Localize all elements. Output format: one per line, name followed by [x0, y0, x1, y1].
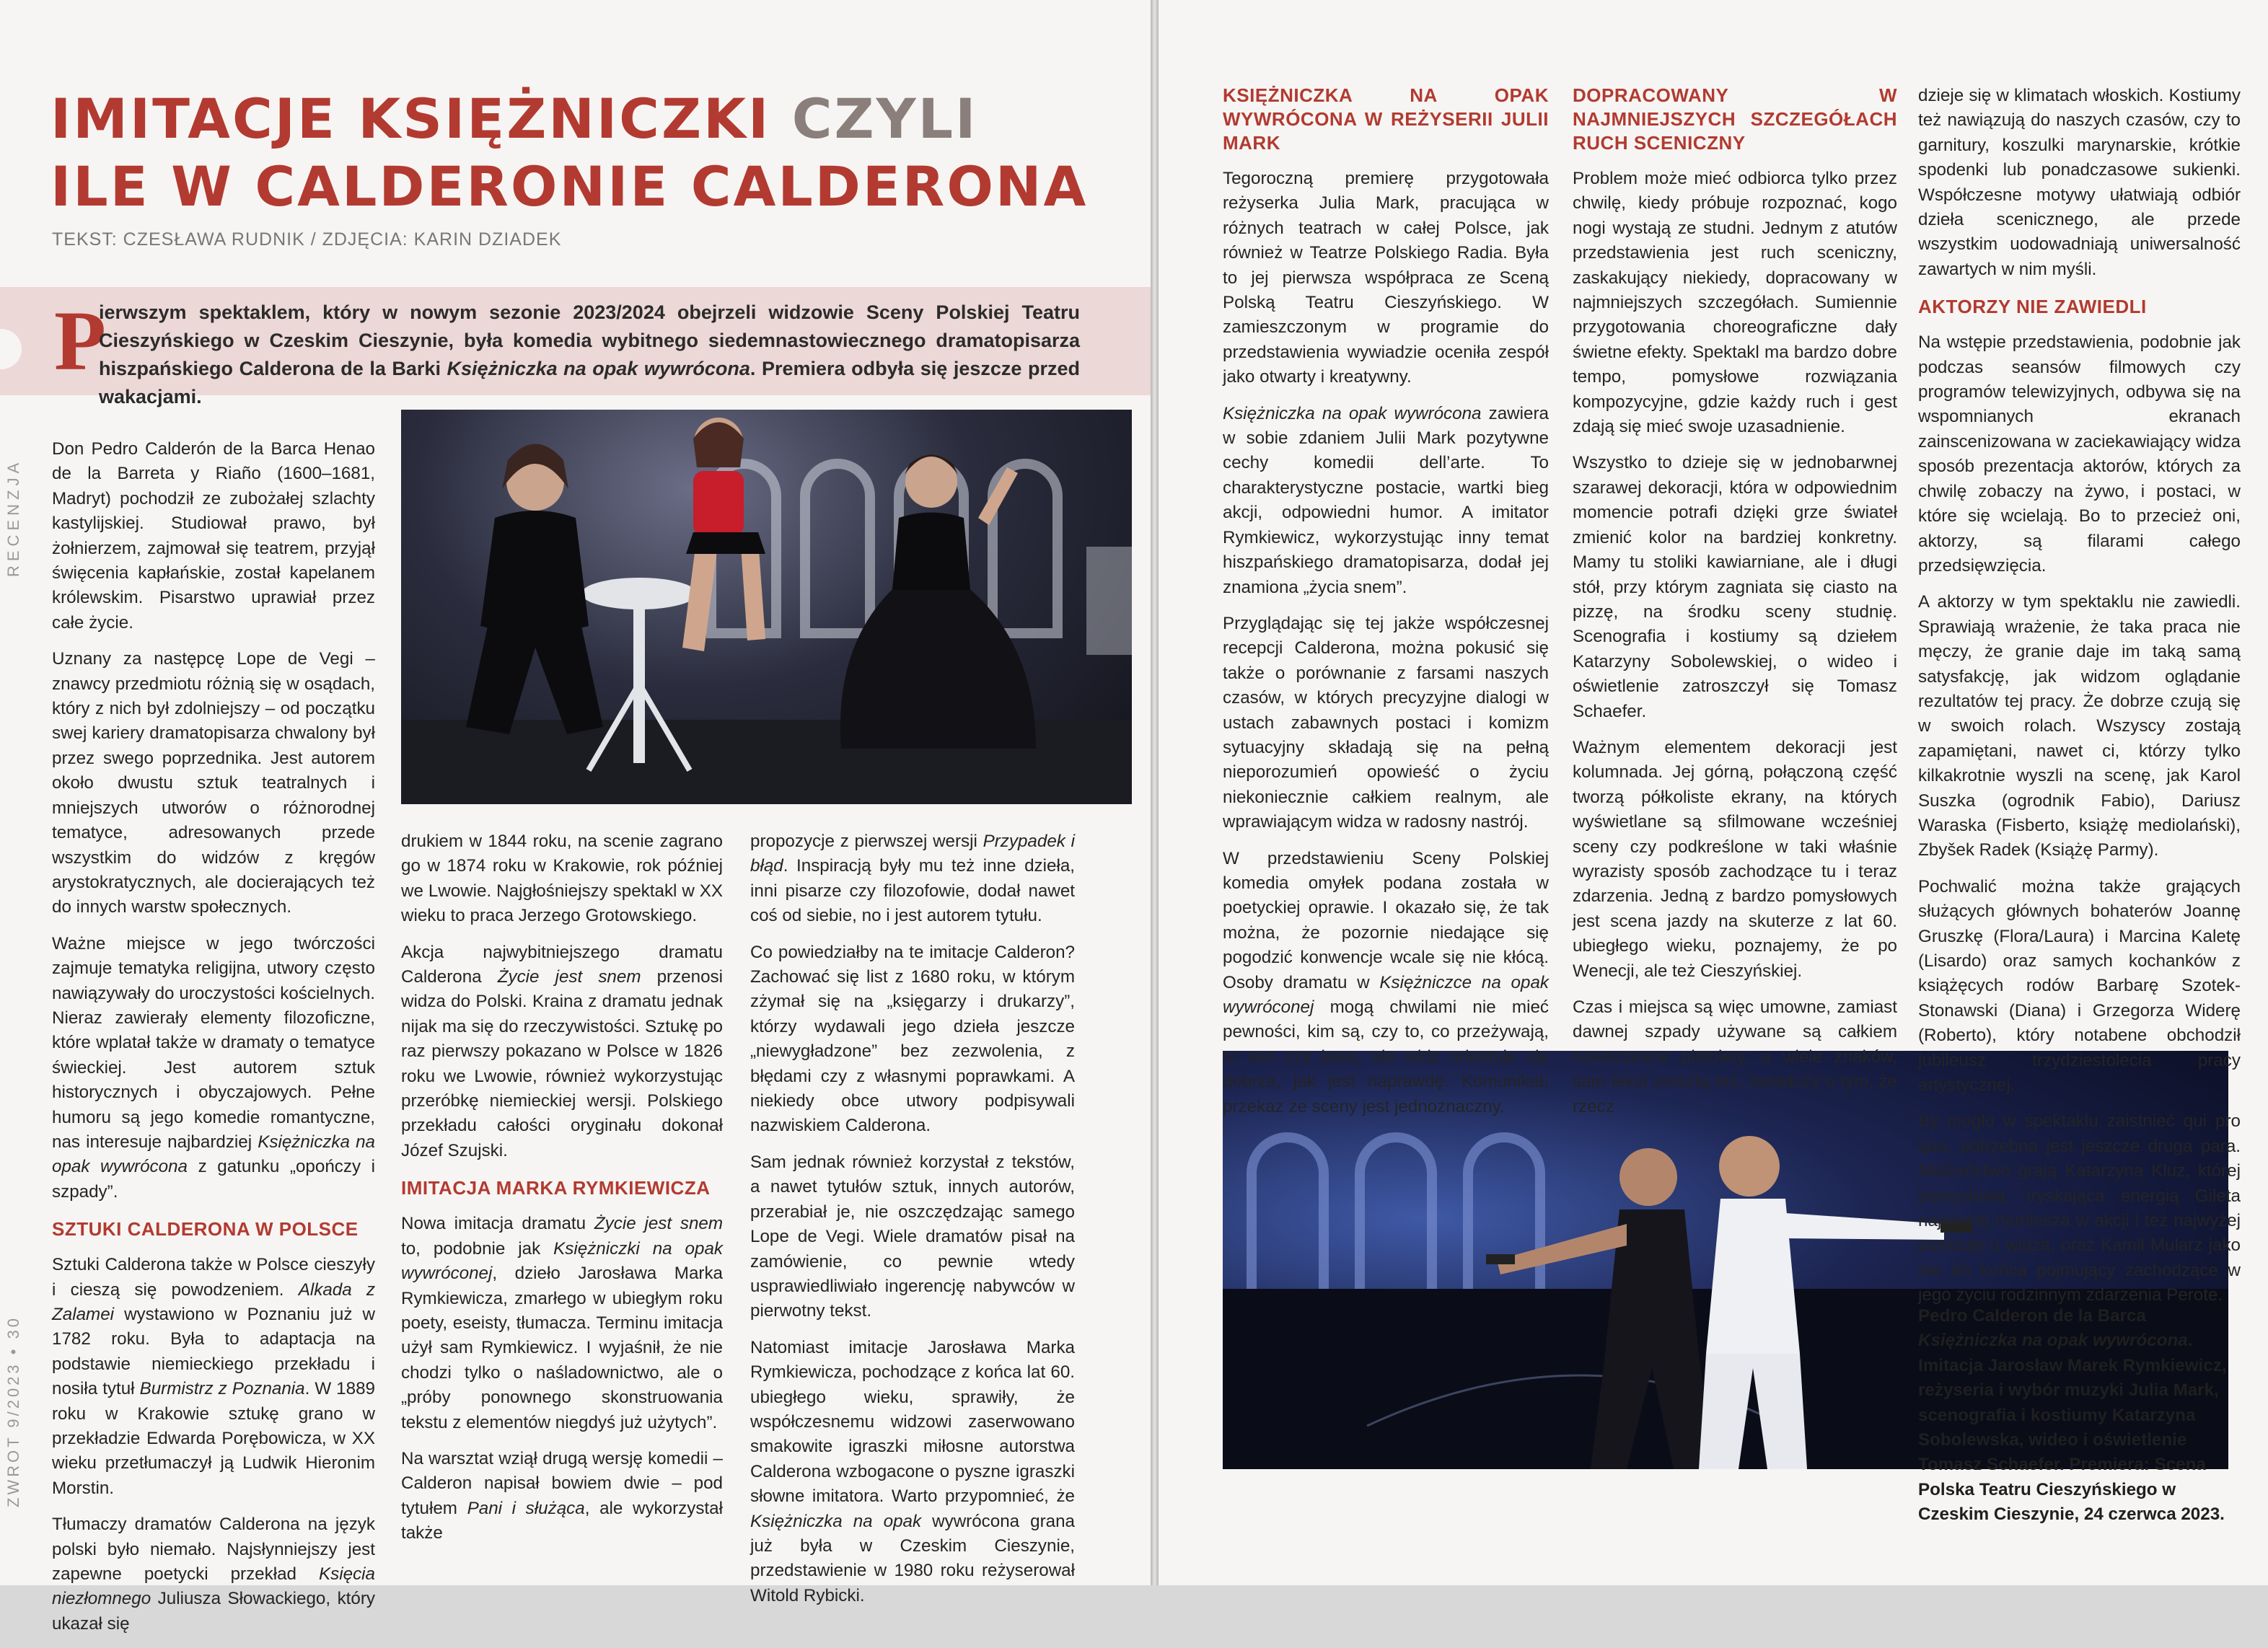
col4-p4-title: Księżniczce na opak wywróconej — [1223, 972, 1549, 1017]
article-column-3 — [750, 829, 1075, 1620]
col2-p3-mid: to, podobnie jak — [401, 1238, 554, 1259]
col3-paragraph-2: Co powiedziałby na te imitacje Calderon? Zachować się list z 1680 roku, w którym zżymał się na „księgarzy i drukarzy”, którzy wydawali jego dzieła jeszcze „niewygładzone” bez zezwolenia, z błędami czy z własnymi poprawkami. A niekiedy obce utwory podpisywali nazwiskiem Calderona. — [750, 942, 1075, 1136]
col3-p4-end: wywrócona grana już była w Czeskim Cieszynie, przedstawienie w 1980 roku reżyserował Witold Rybicki. — [750, 1511, 1075, 1605]
lead-text-end: . Premiera odbyła się jeszcze przed wakacjami. — [99, 358, 1080, 407]
col4-p4-start: W przedstawieniu Sceny Polskiej komedia omyłek podana została w poetyckiej oprawie. I okazało się, że tak można, że pozornie niedające się pogodzić konwencje wcale się nie kłócą. Osoby dramatu w — [1223, 848, 1549, 992]
col1-p3-title: Księżniczka na opak wywrócona — [52, 1132, 375, 1177]
col2-paragraph-1: drukiem w 1844 roku, na scenie zagrano go w 1874 roku w Krakowie, rok później we Lwowie. Najgłośniejszy spektakl w XX wieku to praca Jerzego Grotowskiego. — [401, 832, 723, 926]
lead-play-title: Księżniczka na opak wywrócona — [447, 358, 750, 379]
photo-caption — [1918, 1304, 2236, 1528]
col1-p5-start: Tłumaczy dramatów Calderona na język polski było niemało. Najsłynniejszy jest zapewne poetycki przekład — [52, 1515, 375, 1585]
col3-p1-end: . Inspiracją były mu też inne dzieła, inni pisarze czy filozofowie, dodał nawet coś od siebie, no i jest autorem tytułu. — [750, 856, 1075, 926]
caption-play-title: Księżniczka na opak wywrócona — [1918, 1331, 2188, 1351]
col6-paragraph-2: Na wstępie przedstawienia, podobnie jak podczas seansów filmowych czy programów telewizyjnych, odbywa się na wspomnianych ekranach zainscenizowana w zaciekawiający widza sposób prezentacja aktorów, których za chwilę zobaczy na żywo, i postaci, w które się wcielają. Bo to przecież oni, aktorzy, są filarami całego przedsięwzięcia. — [1918, 332, 2241, 576]
col3-paragraph-4 — [750, 1336, 1075, 1608]
col1-p4-title-2: Burmistrz z Poznania — [139, 1379, 305, 1399]
section-label: RECENZJA — [4, 458, 22, 577]
col4-paragraph-3: Przyglądając się tej jakże współczesnej recepcji Calderona, można pokusić się także o porównanie z farsami naszych czasów, w których precyzyjne dialogi w ustach zabawnych postaci i komizm sytuacyjny składają się na pełną nieporozumień opowieść o życiu niekoniecznie całkiem realnym, ale wprawiającym widza w radosny nastrój. — [1223, 613, 1549, 832]
col4-p2-end: zawiera w sobie zdaniem Julii Mark pozytywne cechy komedii dell’arte. To charakterystyczne postacie, wartki bieg akcji, odpowiedni humor. A imitator Rymkiewicz, wykorzystując inny temat hiszpańskiego dramatopisarza, dodał jej znamiona „życia snem”. — [1223, 403, 1549, 597]
col1-p4-start: Sztuki Calderona także w Polsce cieszyły i cieszą się powodzeniem. — [52, 1255, 375, 1300]
col4-p2-title: Księżniczka na opak wywrócona — [1223, 403, 1482, 423]
col2-p3-end: , dzieło Jarosława Marka Rymkiewicza, zmarłego w ubiegłym roku poety, eseisty, tłumacza. Terminu imitacja użył sam Rymkiewicz. I wyjaśnił, że nie chodzi tylko o naśladownictwo, ale o „próby ponownego skonstruowania tekstu z elementów niegdyś już użytych”. — [401, 1264, 723, 1432]
lead-text-start: ierwszym spektaklem, który w nowym sezonie 2023/2024 obejrzeli widzowie Sceny Polskiej Teatru Cieszyńskiego w Czeskim Cieszynie, była komedia wybitnego siedemnastowiecznego dramatopisarza hiszpańskiego Calderona de la Barki — [99, 301, 1080, 379]
col2-p2-title: Życie jest snem — [497, 967, 641, 987]
col2-paragraph-3 — [401, 1212, 723, 1435]
title-part-1: IMITACJE KSIĘŻNICZKI — [50, 87, 771, 151]
heading-aktorzy-nie-zawiedli: AKTORZY NIE ZAWIEDLI — [1918, 296, 2147, 318]
col1-p3-end: z gatunku „opończy i szpady”. — [52, 1157, 375, 1202]
col3-p1-start: propozycje z pierwszej wersji — [750, 832, 983, 851]
article-column-6 — [1918, 84, 2241, 1320]
col1-paragraph-2: Uznany za następcę Lope de Vegi – znawcy przedmiotu różnią się w osądach, który z nich był zdolniejszy – od początku swej kariery dramatopisarza chwalony był przez swego poprzednika. Jest autorem około dwustu sztuk teatralnych i mniejszych utworów o różnorodnej tematyce, adresowanych przede wszystkim do widzów z kręgów arystokratycznych, ale docierających też do innych warstw społecznych. — [52, 649, 375, 917]
col3-p1-title: Przypadek i błąd — [750, 832, 1075, 876]
col6-paragraph-5: By mogło w spektaklu zaistnieć qui pro quo, potrzebna jest jeszcze druga para. Małżeństwo grają Katarzyna Kluz, której pomysłowa, tryskająca energią Gileta najwięcej namiesza w akcji i też najwyżej punktuje u widza, oraz Kamil Mularz jako nie do końca pojmujący zachodzące w jego życiu rodzinnym zdarzenia Perote. — [1918, 1111, 2241, 1305]
article-column-2 — [401, 829, 723, 1558]
col1-p4-mid: wystawiono w Poznaniu już w 1782 roku. Była to adaptacja na podstawie niemieckiego przekładu i nosiła tytuł — [52, 1305, 375, 1399]
col1-p4-end: . W 1889 roku w Krakowie sztukę grano w przekładzie Edwarda Porębowicza, w XX wieku przetłumaczył ją Ludwik Hieronim Morstin. — [52, 1379, 375, 1498]
col1-p5-end: Juliusza Słowackiego, który ukazał się — [52, 1589, 375, 1634]
page-spine — [1151, 0, 1159, 1585]
col6-paragraph-1: dzieje się w klimatach włoskich. Kostiumy też nawiązują do naszych czasów, czy to garnitury, koszulki marynarskie, krótkie spodenki lub ponadczasowe sukienki. Współczesne motywy ułatwiają odbiór dzieła scenicznego, ale przede wszystkim uodowadniają uniwersalność zawartych w nim myśli. — [1918, 86, 2241, 279]
stage-photo-three-actresses — [401, 410, 1132, 804]
col4-paragraph-1: Tegoroczną premierę przygotowała reżyserka Julia Mark, pracująca w różnych teatrach w całej Polsce, jak również w Teatrze Polskiego Radia. Była to jej pierwsza współpraca ze Sceną Polską Teatru Cieszyńskiego. W zamieszczonym w programie do przedstawienia wywiadzie oceniła zespół jako otwarty i kreatywny. — [1223, 169, 1549, 387]
col6-paragraph-4: Pochwalić można także grających służących głównych bohaterów Joannę Gruszkę (Flora/Laura) i Marcina Kaletę (Lisardo) oraz samych kochanków z książęcych rodów Barbarę Szotek-Stonawski (Diana) i Grzegorza Widerę (Roberto), który notabene obchodził jubileusz trzydziestolecia pracy artystycznej. — [1918, 876, 2241, 1096]
col2-p4-start: Na warsztat wziął drugą wersję komedii – Calderon napisał bowiem dwie – pod tytułem — [401, 1448, 723, 1518]
col1-p5-title: Księcia niezłomnego — [52, 1564, 375, 1609]
stage-photo-illustration — [401, 410, 1132, 804]
col4-p4-end: mogą chwilami nie mieć pewności, kim są, czy to, co przeżywają, to sen czy jawa, ale widz orientuje się dobrze, jak jest naprawdę. Komunikat, przekaz ze sceny jest jednoznaczny. — [1223, 997, 1549, 1116]
title-part-3: ILE W CALDERONIE CALDERONA — [50, 154, 1089, 219]
col1-p4-title-1: Alkada z Zalamei — [52, 1279, 375, 1324]
article-title — [50, 85, 1133, 221]
col6-paragraph-3: A aktorzy w tym spektaklu nie zawiedli. Sprawiają wrażenie, że taka praca nie męczy, że granie daje im taką samą satysfakcję, jak widzom oglądanie rezultatów tej pracy. Że dobrze czują się w swoich rolach. Wszyscy zostają zapamiętani, nawet ci, którzy tylko kilkakrotnie wyszli na scenę, jak Karol Suszka (ogrodnik Fabio), Dariusz Waraska (Fisberto, książę mediolański), Zbyšek Radek (Książę Parmy). — [1918, 592, 2241, 860]
col2-p2-start: Akcja najwybitniejszego dramatu Calderona — [401, 942, 723, 987]
col2-paragraph-4 — [401, 1447, 723, 1546]
title-part-2: CZYLI — [791, 87, 978, 151]
col2-paragraph-2 — [401, 940, 723, 1164]
col2-p4-end: , ale wykorzystał także — [401, 1498, 723, 1543]
col5-paragraph-3: Ważnym elementem dekoracji jest kolumnada. Jej górną, połączoną część tworzą półkoliste ekrany, na których wyświetlane są sfilmowane wcześniej sceny czy podkreślone w taki właśnie wyrazisty sposób zachodzące tu i teraz zdarzenia. Jedną z bardzo pomysłowych jest scena jazdy na skuterze z lat 60. ubiegłego wieku, poznajemy, że po Wenecji, ale też Cieszyńskiej. — [1573, 737, 1897, 981]
col1-paragraph-1: Don Pedro Calderón de la Barca Henao de la Barreta y Riaño (1600–1681, Madryt) pochodził ze zubożałej szlachty kastylijskiej. Studiował prawo, był żołnierzem, zajmował się teatrem, przyjął święcenia kapłańskie, został kapelanem królewskim. Pisarstwo uprawiał przez całe życie. — [52, 439, 375, 633]
col1-paragraph-3 — [52, 932, 375, 1204]
heading-dopracowany-ruch-sceniczny: DOPRACOWANY W NAJMNIEJSZYCH SZCZEGÓŁACH RUCH SCENICZNY — [1573, 84, 1897, 154]
col3-paragraph-3: Sam jednak również korzystał z tekstów, a nawet tytułów sztuk, innych autorów, przerabiał je, nie oszczędzając samego Lope de Vegi. Wiele dramatów pisał na zamówienie, co pewnie wtedy usprawiedliwiało ingerencję nabywców w pierwotny tekst. — [750, 1152, 1075, 1321]
article-column-5 — [1573, 84, 1897, 1131]
col5-paragraph-1: Problem może mieć odbiorca tylko przez chwilę, kiedy próbuje rozpoznać, kogo nogi wystają ze studni. Jednym z atutów przedstawienia jest ruch sceniczny, zaskakujący niekiedy, dopracowany w najmniejszych szczegółach. Sumiennie przygotowania choreograficzne dały świetne efekty. Spektakl ma bardzo dobre tempo, pomysłowe rozwiązania kompozycyjne, gdzie każdy ruch i gest zdają się mieć swoje uzasadnienie. — [1573, 169, 1897, 437]
col4-paragraph-2 — [1223, 402, 1549, 600]
col1-paragraph-5 — [52, 1512, 375, 1636]
lead-paragraph — [99, 299, 1080, 411]
col2-p2-end: przenosi widza do Polski. Kraina z dramatu jednak nijak ma się do rzeczywistości. Sztukę po raz pierwszy pokazano w Polsce w 1826 roku we Lwowie, również wykorzystując przeróbkę niemieckiej wersji. Polskiego przekładu całości oryginału dokonał Józef Szujski. — [401, 967, 723, 1160]
col3-p4-start: Natomiast imitacje Jarosława Marka Rymkiewicza, pochodzące z końca lat 60. ubiegłego wieku, sprawiły, że współczesnemu widzowi zaserwowano smakowite igraszki miłosne autorstwa Calderona wzbogacone o pyszne igraszki słowne imitatora. Warto przypomnieć, że — [750, 1337, 1075, 1507]
caption-end: . Imitacja Jarosław Marek Rymkiewicz, reżyseria i wybór muzyki Julia Mark, scenografia i kostiumy Katarzyna Sobolewska, wideo i oświetlenie Tomasz Schaefer. Premiera: Scena Polska Teatru Cieszyńskiego w Czeskim Cieszynie, 24 czerwca 2023. — [1918, 1331, 2227, 1525]
col2-p4-title: Pani i służąca — [467, 1498, 585, 1518]
lead-dropcap: P — [54, 294, 107, 388]
col1-p3-start: Ważne miejsce w jego twórczości zajmuje tematyka religijna, utwory często nawiązywały do uroczystości kościelnych. Nieraz zawierały elementy filozoficzne, które wplatał także w dramaty o tematyce świeckiej. Jest autorem sztuk historycznych i obyczajowych. Pełne humoru są jego komedie romantyczne, nas interesuje najbardziej — [52, 933, 375, 1152]
heading-ksiezniczka-w-rezyserii: KSIĘŻNICZKA NA OPAK WYWRÓCONA W REŻYSERII JULII MARK — [1223, 84, 1549, 154]
article-column-4 — [1223, 84, 1549, 1131]
byline: TEKST: CZESŁAWA RUDNIK / ZDJĘCIA: KARIN DZIADEK — [52, 229, 562, 250]
col2-p3-start: Nowa imitacja dramatu — [401, 1214, 594, 1234]
article-column-1 — [52, 437, 375, 1648]
col2-p3-title-2: Księżniczki na opak wywróconej — [401, 1238, 724, 1284]
col1-paragraph-4 — [52, 1253, 375, 1501]
col3-paragraph-1 — [750, 829, 1075, 929]
col2-p3-title-1: Życie jest snem — [594, 1214, 724, 1234]
col5-paragraph-4: Czas i miejsca są więc umowne, zamiast dawnej szpady używane są całkiem nowoczesne pistolety, a wiele znaków, sam tekst zresztą też, świadczy o tym, że rzecz — [1573, 997, 1897, 1116]
issue-number: ZWROT 9/2023 • 30 — [4, 1315, 22, 1507]
col3-p4-title: Księżniczka na opak — [750, 1511, 922, 1531]
col4-paragraph-4 — [1223, 847, 1549, 1119]
caption-start: Pedro Calderon de la Barca — [1918, 1306, 2146, 1326]
heading-imitacja-marka-rymkiewicza: IMITACJA MARKA RYMKIEWICZA — [401, 1177, 711, 1199]
heading-sztuki-calderona: SZTUKI CALDERONA W POLSCE — [52, 1218, 359, 1241]
col5-paragraph-2: Wszystko to dzieje się w jednobarwnej szarawej dekoracji, która w odpowiednim momencie potrafi dzięki grze świateł zmienić kolor na bardziej konkretny. Mamy tu stoliki kawiarniane, ale i długi stół, przy którym zagniata się ciasto na pizzę, na środku sceny studnię. Scenografia i kostiumy są dziełem Katarzyny Sobolewskiej, o wideo i oświetlenie zatroszczył się Tomasz Schaefer. — [1573, 453, 1897, 721]
